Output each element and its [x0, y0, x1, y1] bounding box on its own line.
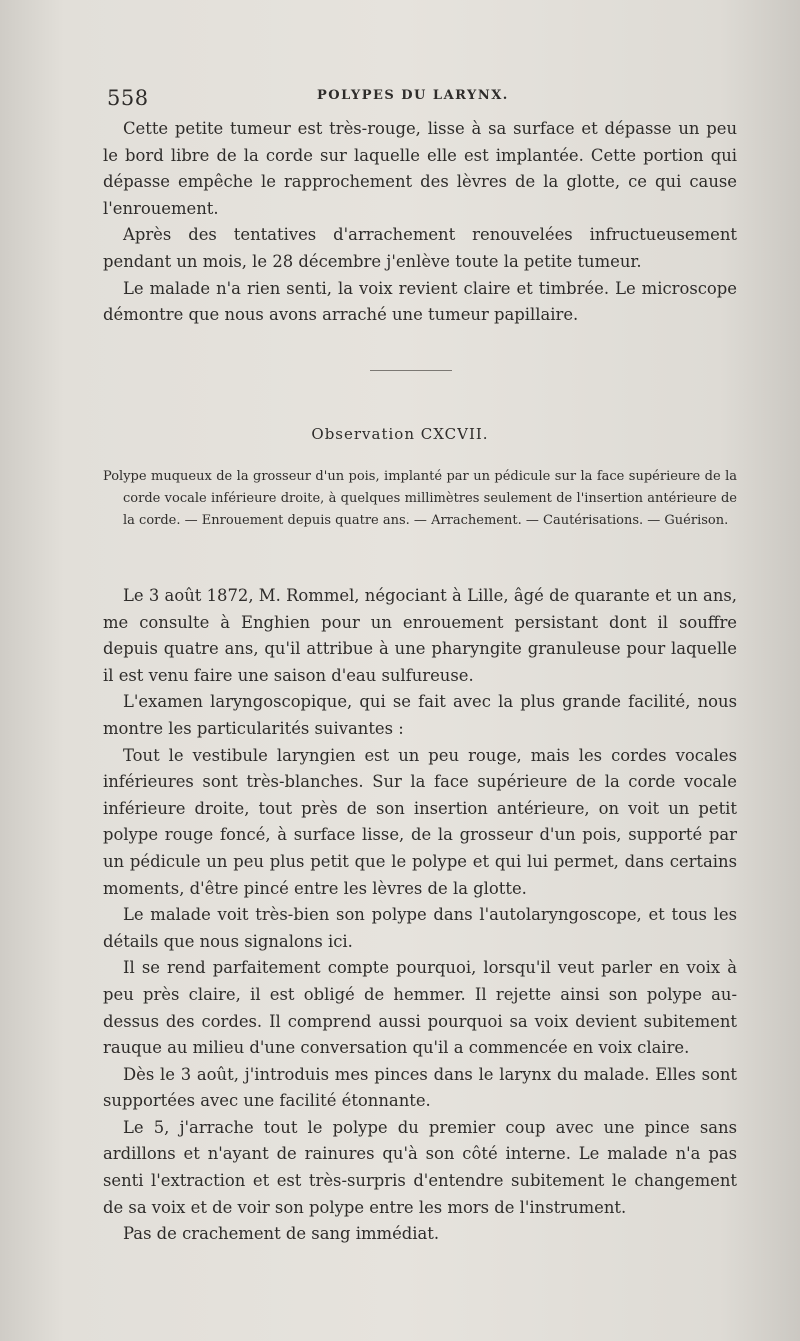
paragraph: Le malade n'a rien senti, la voix revient claire et timbrée. Le microscope démontre que nous avons arraché une tumeur papillaire. [103, 278, 737, 325]
paragraph: Le 3 août 1872, M. Rommel, négociant à Lille, âgé de quarante et un ans, me consulte à Enghien pour un enrouement persistant dont il souffre depuis quatre ans, qu'il attribue à une pharyngite granuleuse pour laquelle il est venu faire une saison d'eau sulfureuse. [103, 586, 737, 685]
paragraph: Cette petite tumeur est très-rouge, lisse à sa surface et dépasse un peu le bord libre de la corde sur laquelle elle est implantée. Cette portion qui dépasse empêche le rapprochement des lèvres de la glotte, ce qui cause l'enrouement. [103, 119, 737, 218]
observation-body [103, 583, 737, 1248]
paragraph: L'examen laryngoscopique, qui se fait avec la plus grande facilité, nous montre les particularités suivantes : [103, 692, 737, 738]
paragraph: Après des tentatives d'arrachement renouvelées infructueusement pendant un mois, le 28 décembre j'enlève toute la petite tumeur. [103, 225, 737, 271]
paragraph: Pas de crachement de sang immédiat. [123, 1224, 440, 1244]
observation-summary [103, 466, 737, 532]
running-head: POLYPES DU LARYNX. [317, 88, 509, 103]
summary-text: Polype muqueux de la grosseur d'un pois, implanté par un pédicule sur la face supérieure de la corde vocale inférieure droite, à quelques millimètres seulement de l'insertion antérieure de la corde. — Enrouement depuis quatre ans. — Arrachement. — Cautérisations. — Guérison. [103, 469, 737, 528]
paragraph: Le malade voit très-bien son polype dans l'autolaryngoscope, et tous les détails que nous signalons ici. [103, 905, 737, 951]
section-divider [370, 370, 452, 371]
paragraph: Dès le 3 août, j'introduis mes pinces dans le larynx du malade. Elles sont supportées avec une facilité étonnante. [103, 1064, 737, 1111]
observation-title: Observation CXCVII. [311, 425, 489, 443]
page-number: 558 [107, 86, 149, 110]
continued-text [103, 116, 737, 329]
page-header [107, 86, 737, 114]
paragraph: Il se rend parfaitement compte pourquoi, lorsqu'il veut parler en voix à peu près claire, il est obligé de hemmer. Il rejette ainsi son polype au-dessus des cordes. Il comprend aussi pourquoi sa voix devient subitement rauque au milieu d'une conversation qu'il a commencée en voix claire. [103, 958, 737, 1058]
paragraph: Tout le vestibule laryngien est un peu rouge, mais les cordes vocales inférieures sont très-blanches. Sur la face supérieure de la corde vocale inférieure droite, tout près de son insertion antérieure, on voit un petit polype rouge foncé, à surface lisse, de la grosseur d'un pois, supporté par un pédicule un peu plus petit que le polype et qui lui permet, dans certains moments, d'être pincé entre les lèvres de la glotte. [103, 745, 737, 898]
paragraph: Le 5, j'arrache tout le polype du premier coup avec une pince sans ardillons et n'ayant de rainures qu'à son côté interne. Le malade n'a pas senti l'extraction et est très-surpris d'entendre subitement le changement de sa voix et de voir son polype entre les mors de l'instrument. [103, 1117, 737, 1217]
